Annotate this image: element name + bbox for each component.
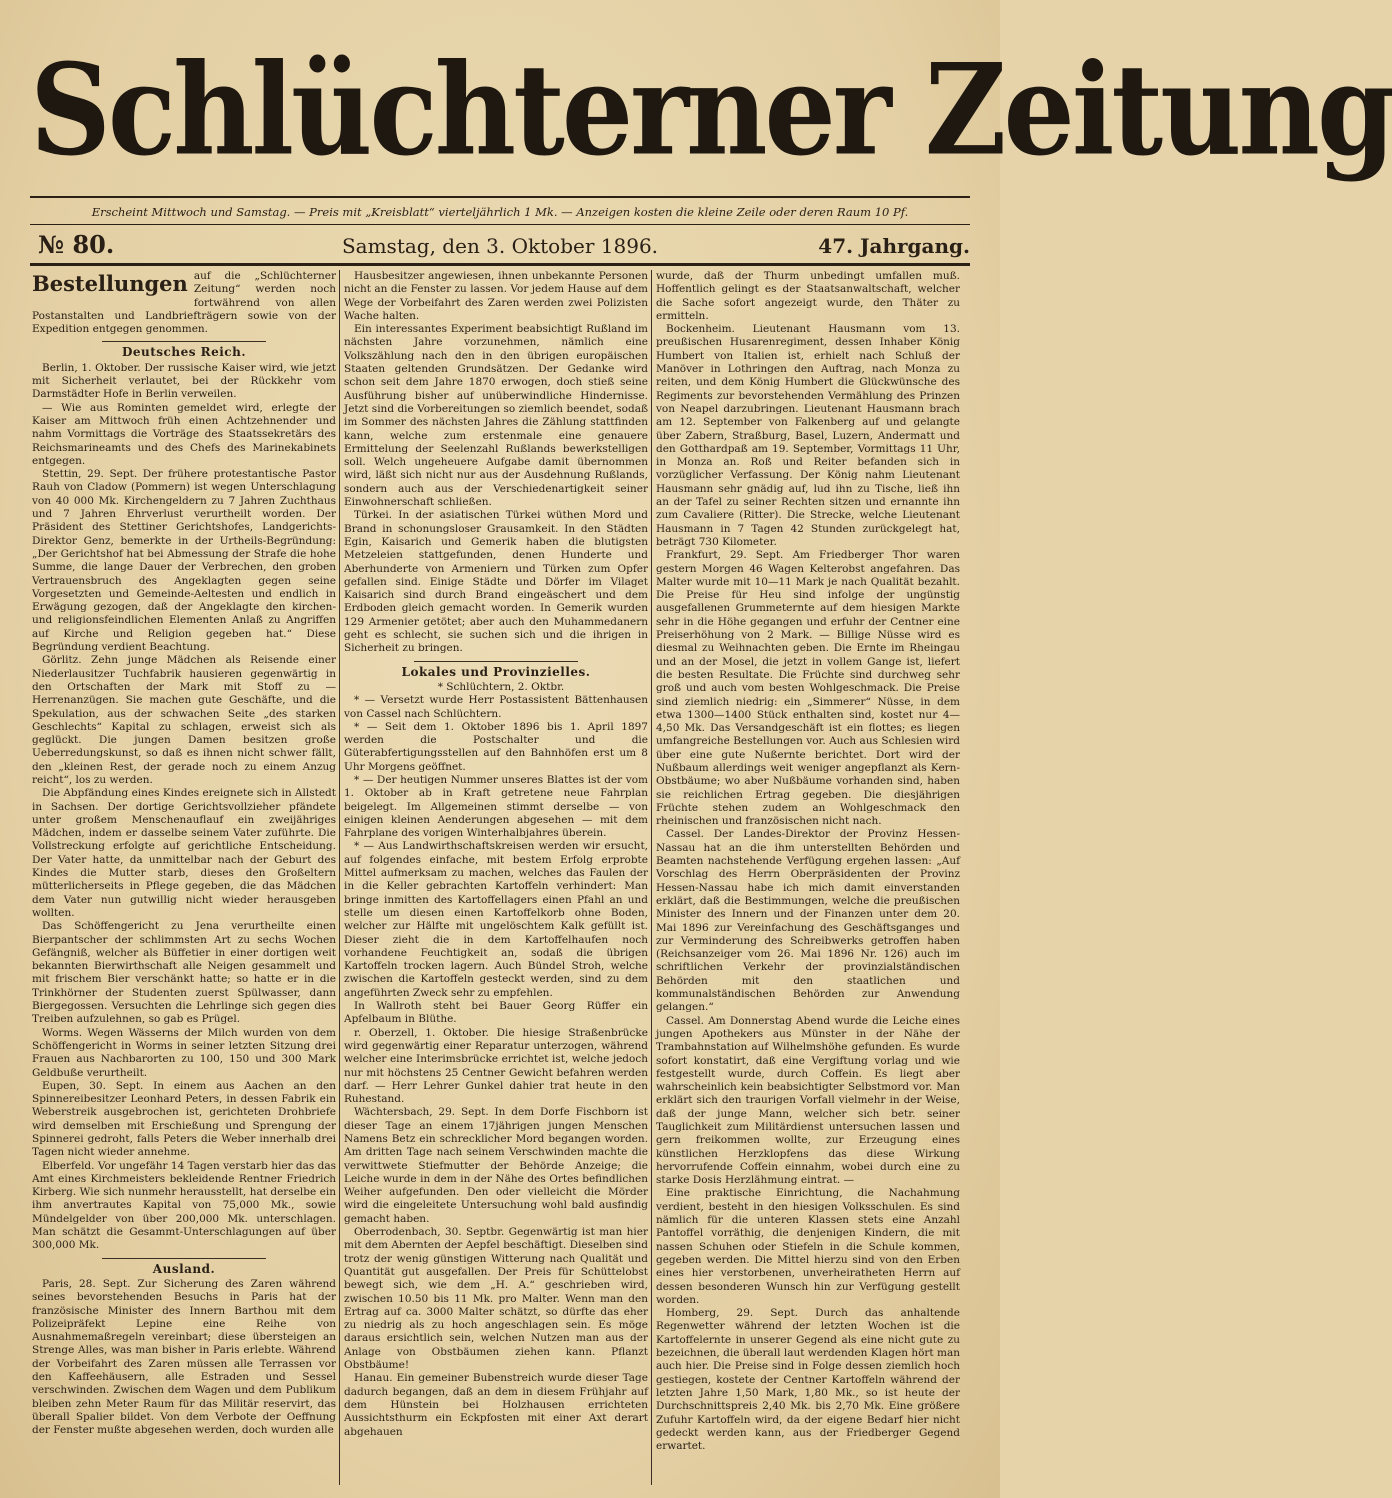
masthead-subtitle: Erscheint Mittwoch und Samstag. — Preis mit „Kreisblatt“ vierteljährlich 1 Mk. — Anzeigen kosten die kleine Zeile oder deren Raum 10 Pf. — [91, 205, 909, 219]
article-paragraph: Eine praktische Einrichtung, die Nachahmung verdient, besteht in den hiesigen Volksschulen. Es sind nämlich für die unteren Klassen stets eine Anzahl Pantoffel vorräthig, die denjenigen Kindern, die mit nassen Schuhen oder Stiefeln in die Schule kommen, gegeben werden. Die Mittel hierzu sind von den Erben eines hier verstorbenen, unverheiratheten Herrn auf dessen besonderen Wunsch hin zur Verfügung gestellt worden. — [656, 1187, 960, 1306]
article-paragraph: Ein interessantes Experiment beabsichtigt Rußland im nächsten Jahre vorzunehmen, nämlich eine Volkszählung nach den in den übrigen europäischen Staaten geltenden Grundsätzen. Der Gedanke wird schon seit dem Jahre 1870 erwogen, doch stieß seine Ausführung bisher auf unüberwindliche Hindernisse. Jetzt sind die Vorbereitungen so ziemlich beendet, sodaß im Sommer des nächsten Jahres die Zählung stattfinden kann, welche zum erstenmale eine genauere Ermittelung der Seelenzahl Rußlands bewerkstelligen soll. Welch ungeheuere Aufgabe damit übernommen wird, läßt sich nicht nur aus der Ausdehnung Rußlands, sondern auch aus der Verschiedenartigkeit seiner Einwohnerschaft schließen. — [344, 323, 648, 509]
article-paragraph: Oberrodenbach, 30. Septbr. Gegenwärtig ist man hier mit dem Abernten der Aepfel beschäftigt. Dieselben sind trotz der wenig günstigen Witterung nach Qualität und Quantität gut ausgefallen. Der Preis für Schüttelobst bewegt sich, wie dem „H. A.“ geschrieben wird, zwischen 10.50 bis 11 Mk. pro Malter. Wenn man den Ertrag auf ca. 3000 Malter schätzt, so dürfte das eher zu niedrig als zu hoch angeschlagen sein. Es möge daraus ersichtlich sein, welchen Nutzen man aus der Anlage von Obstbäumen ziehen kann. Pflanzt Obstbäume! — [344, 1226, 648, 1372]
article-paragraph: Hanau. Ein gemeiner Bubenstreich wurde dieser Tage dadurch begangen, daß an dem in diesem Frühjahr auf dem Hünstein bei Holzhausen errichteten Aussichtsthurm ein Eckpfosten mit einer Axt derart abgehauen — [344, 1372, 648, 1438]
article-paragraph: — Wie aus Rominten gemeldet wird, erlegte der Kaiser am Mittwoch früh einen Achtzehnender und nahm Vormittags die Vorträge des Staatssekretärs des Reichsmarineamts und des Chefs des Marinekabinets entgegen. — [32, 401, 336, 467]
article-paragraph: Homberg, 29. Sept. Durch das anhaltende Regenwetter während der letzten Wochen ist die Kartoffelernte in unserer Gegend als eine nicht gute zu bezeichnen, die überall laut werdenden Klagen hört man auch hier. Die Preise sind in Folge dessen ziemlich hoch gestiegen, kostete der Centner Kartoffeln während der letzten Jahre 1,50 Mark, 1,80 Mk., so ist heute der Durchschnittspreis 2,40 Mk. bis 2,70 Mk. Eine größere Zufuhr Kartoffeln wird, da der eigene Bedarf hier nicht gedeckt werden kann, aus der Friedberger Gegend erwartet. — [656, 1307, 960, 1453]
article-paragraph: * — Aus Landwirthschaftskreisen werden wir ersucht, auf folgendes einfache, mit bestem Erfolg erprobte Mittel aufmerksam zu machen, welches das Faulen der in die Keller gebrachten Kartoffeln verhindert: Man bringe inmitten des Kartoffellagers einen Pfahl an und stelle um diesen einen Kartoffelkorb ohne Boden, welcher zur Hälfte mit ungelöschtem Kalk gefüllt ist. Dieser zieht die in dem Kartoffelhaufen noch vorhandene Feuchtigkeit an, sodaß die übrigen Kartoffeln trocken lagern. Auch Bündel Stroh, welche zwischen die Kartoffeln gesteckt werden, sind zu dem angeführten Zweck sehr zu empfehlen. — [344, 840, 648, 999]
issue-number: № 80. — [38, 230, 115, 259]
column-separator — [339, 270, 340, 1485]
article-paragraph: Die Abpfändung eines Kindes ereignete sich in Allstedt in Sachsen. Der dortige Gerichtsvollzieher pfändete unter großem Menschenauflauf ein zweijähriges Mädchen, indem er dasselbe seinem Vater zuführte. Die Vollstreckung erfolgte auf gerichtliche Entscheidung. Der Vater hatte, da unmittelbar nach der Geburt des Kindes die Mutter starb, dieses den Großeltern mütterlicherseits in Pflege gegeben, die das Mädchen dem Vater nun gutwillig nicht wieder herausgeben wollten. — [32, 787, 336, 919]
article-paragraph: Eupen, 30. Sept. In einem aus Aachen an den Spinnereibesitzer Leonhard Peters, in dessen Fabrik ein Weberstreik ausgebrochen ist, gerichteten Drohbriefe wird demselben mit Erschießung und Sprengung der Spinnerei gedroht, falls Peters die Weber innerhalb drei Tagen nicht wieder annehme. — [32, 1079, 336, 1159]
issue-dateline — [30, 230, 970, 262]
column-1 — [32, 270, 336, 1488]
section-heading-lokales: Lokales und Provinzielles. — [401, 664, 591, 679]
article-paragraph: Elberfeld. Vor ungefähr 14 Tagen verstarb hier das das Amt eines Kirchmeisters bekleidende Rentner Friedrich Kirberg. Wie sich nunmehr herausstellt, hat derselbe ein ihm anvertrautes Kapital von 75,000 Mk., sowie Mündelgelder von über 200,000 Mk. unterschlagen. Man schätzt die Gesammt-Unterschlagungen auf über 300,000 Mk. — [32, 1159, 336, 1252]
article-paragraph: Hausbesitzer angewiesen, ihnen unbekannte Personen nicht an die Fenster zu lassen. Vor jedem Hause auf dem Wege der Vorbeifahrt des Zaren werden zwei Polizisten Wache halten. — [344, 270, 648, 322]
article-paragraph: r. Oberzell, 1. Oktober. Die hiesige Straßenbrücke wird gegenwärtig einer Reparatur unterzogen, während welcher eine Interimsbrücke errichtet ist, welche jedoch nur mit höchstens 25 Centner Gewicht befahren werden darf. — Herr Lehrer Gunkel dahier trat heute in den Ruhestand. — [344, 1026, 648, 1106]
article-paragraph: * Schlüchtern, 2. Oktbr. — [437, 680, 565, 693]
article-paragraph: Stettin, 29. Sept. Der frühere protestantische Pastor Rauh von Cladow (Pommern) ist wegen Unterschlagung von 40 000 Mk. Kirchengeldern zu 7 Jahren Zuchthaus und 7 Jahren Ehrverlust verurtheilt worden. Der Präsident des Stettiner Gerichtshofes, Landgerichts-Direktor Genz, bemerkte in der Urtheils-Begründung: „Der Gerichtshof hat bei Abmessung der Strafe die hohe Summe, die lange Dauer der Verbrechen, den groben Vertrauensbruch des Angeklagten gegen seine Vorgesetzten und Gemeinde-Aeltesten und endlich in Erwägung gezogen, daß der Angeklagte den kirchen- und religionsfeindlichen Elementen Anlaß zu Angriffen auf Kirche und Religion gegeben hat.“ Diese Begründung verdient Beachtung. — [32, 468, 336, 654]
masthead-title: Schlüchterner Zeitung — [30, 37, 1392, 184]
section-heading-reich: Deutsches Reich. — [121, 345, 247, 360]
masthead-rule-middle — [30, 224, 970, 225]
section-rule — [102, 341, 266, 342]
article-paragraph: Frankfurt, 29. Sept. Am Friedberger Thor waren gestern Morgen 46 Wagen Kelterobst angefahren. Das Malter wurde mit 10—11 Mark je nach Qualität bezahlt. Die Preise für Heu sind infolge der ungünstig ausgefallenen Grummeternte auf dem hiesigen Markte sehr in die Höhe gegangen und erfuhr der Centner eine Preiserhöhung von 2 Mark. — Billige Nüsse wird es diesmal zu Weihnachten geben. Die Ernte im Rheingau und an der Mosel, die jetzt in vollem Gange ist, liefert die besten Resultate. Die Früchte sind durchweg sehr groß und auch vom besten Wohlgeschmack. Die Preise sind ziemlich niedrig: ein „Simmerer“ Nüsse, in dem etwa 1300—1400 Stück enthalten sind, kostet nur 4—4,50 Mk. Das Versandgeschäft ist ein flottes; es liegen umfangreiche Bestellungen vor. Auch aus Schlesien wird über eine gute Nußernte berichtet. Dort wird der Nußbaum allerdings weit weniger angepflanzt als Kern-Obstbäume; wo aber Nußbäume vorhanden sind, haben sie reichlichen Ertrag gegeben. Die diesjährigen Früchte stehen zudem an Wohlgeschmack den rheinischen und französischen nicht nach. — [656, 549, 960, 828]
issue-year: 47. Jahrgang. — [818, 234, 970, 258]
article-paragraph: Cassel. Der Landes-Direktor der Provinz Hessen-Nassau hat an die ihm unterstellten Behörden und Beamten nachstehende Verfügung ergehen lassen: „Auf Vorschlag des Herrn Oberpräsidenten der Provinz Hessen-Nassau habe ich mich damit einverstanden erklärt, daß die Bestimmungen, welche die preußischen Minister des Innern und der Finanzen unter dem 20. Mai 1896 zur Vereinfachung des Geschäftsganges und zur Verminderung des Schreibwerks getroffen haben (Reichsanzeiger vom 26. Mai 1896 Nr. 126) auch im schriftlichen Verkehr der provinzialständischen Behörden mit den staatlichen und kommunalständischen Behörden zur Anwendung gelangen.“ — [656, 828, 960, 1014]
section-heading-ausland: Ausland. — [152, 1261, 216, 1276]
column-3 — [656, 270, 960, 1488]
article-paragraph: In Wallroth steht bei Bauer Georg Rüffer ein Apfelbaum in Blüthe. — [344, 1000, 648, 1026]
column-separator — [651, 270, 652, 1485]
article-paragraph: wurde, daß der Thurm unbedingt umfallen muß. Hoffentlich gelingt es der Staatsanwaltschaft, welcher die Sache sofort angezeigt wurde, den Thäter zu ermitteln. — [656, 270, 960, 322]
column-2 — [344, 270, 648, 1488]
masthead-rule-top — [30, 196, 970, 198]
article-paragraph: * — Seit dem 1. Oktober 1896 bis 1. April 1897 werden die Postschalter und die Güterabfertigungsstellen auf den Bahnhöfen erst um 8 Uhr Morgens geöffnet. — [344, 720, 648, 773]
article-paragraph: Wächtersbach, 29. Sept. In dem Dorfe Fischborn ist dieser Tage an einem 17jährigen jungen Menschen Namens Betz ein schrecklicher Mord begangen worden. Am dritten Tage nach seinem Verschwinden machte die verwittwete Stiefmutter der Behörde Anzeige; die Leiche wurde in dem in der Nähe des Ortes befindlichen Weiher aufgefunden. Den oder vielleicht die Mörder wird die eingeleitete Untersuchung wohl bald ausfindig gemacht haben. — [344, 1106, 648, 1225]
article-paragraph: * — Der heutigen Nummer unseres Blattes ist der vom 1. Oktober ab in Kraft getretene neue Fahrplan beigelegt. Im Allgemeinen stimmt derselbe — von einigen kleinen Aenderungen abgesehen — mit dem Fahrplane des vorigen Winterhalbjahres überein. — [344, 773, 648, 840]
article-paragraph: Görlitz. Zehn junge Mädchen als Reisende einer Niederlausitzer Tuchfabrik hausieren gegenwärtig in den Ortschaften der Mark mit Stoff zu — Herrenanzügen. Sie machen gute Geschäfte, und die Spekulation, aus der schwachen Seite „des starken Geschlechts“ Kapital zu schlagen, erweist sich als geglückt. Die jungen Damen besitzen große Ueberredungskunst, so daß es ihnen nicht schwer fällt, den „kleinen Rest, der gerade noch zu einem Anzug reicht“, los zu werden. — [32, 654, 336, 786]
article-paragraph: Berlin, 1. Oktober. Der russische Kaiser wird, wie jetzt mit Sicherheit verlautet, bei der Rückkehr vom Darmstädter Hofe in Berlin verweilen. — [32, 361, 336, 401]
article-paragraph: Worms. Wegen Wässerns der Milch wurden von dem Schöffengericht in Worms in seiner letzten Sitzung drei Frauen aus Nachbarorten zu 100, 150 und 300 Mark Geldbuße verurtheilt. — [32, 1026, 336, 1079]
article-paragraph: Das Schöffengericht zu Jena verurtheilte einen Bierpantscher der schlimmsten Art zu sechs Wochen Gefängniß, welcher als Büffetier in einer dortigen weit bekannten Bierwirthschaft alle Neigen gesammelt und mit frischem Bier verschänkt hatte; so hatte er in die Trinkhörner der Studenten zuerst Spülwasser, dann Biergegossen. Versuchten die Lehrlinge sich gegen dies Treiben aufzulehnen, so gab es Prügel. — [32, 920, 336, 1026]
dateline-rule — [30, 263, 970, 266]
article-paragraph: * — Versetzt wurde Herr Postassistent Bättenhausen von Cassel nach Schlüchtern. — [344, 694, 648, 720]
section-rule — [414, 661, 578, 662]
article-paragraph: Türkei. In der asiatischen Türkei wüthen Mord und Brand in schonungsloser Grausamkeit. In den Städten Egin, Kaisarich und Gemerik haben die blutigsten Metzeleien stattgefunden, denen Hunderte und Aberhunderte von Armeniern und Türken zum Opfer gefallen sind. Einige Städte und Dörfer im Vilaget Kaisarich sind durch Brand eingeäschert und dem Erdboden gleich gemacht worden. In Gemerik wurden 129 Armenier getötet; aber auch den Muhammedanern geht es schlecht, sie suchen sich und die ihrigen in Sicherheit zu bringen. — [344, 509, 648, 655]
section-rule — [102, 1258, 266, 1259]
subscription-notice — [32, 270, 336, 336]
article-paragraph: Paris, 28. Sept. Zur Sicherung des Zaren während seines bevorstehenden Besuchs in Paris hat der französische Minister des Innern Barthou mit dem Polizeipräfekt Lepine eine Reihe von Ausnahmemaßregeln vereinbart; diese übersteigen an Strenge Alles, was man bisher in Paris erlebte. Während der Vorbeifahrt des Zaren müssen alle Terrassen vor den Kaffeehäusern, alle Estraden und Sessel verschwinden. Zwischen dem Wagen und dem Publikum bleiben zehn Meter Raum für das Militär reservirt, das überall Spalier bildet. Von dem Verbote der Oeffnung der Fenster mußte abgesehen werden, doch wurden alle — [32, 1277, 336, 1437]
issue-date: Samstag, den 3. Oktober 1896. — [341, 234, 659, 258]
article-paragraph: Bockenheim. Lieutenant Hausmann vom 13. preußischen Husarenregiment, dessen Inhaber König Humbert von Italien ist, erhielt nach Schluß der Manöver in Lothringen den Auftrag, nach Monza zu reiten, und dem König Humbert die Glückwünsche des Regiments zur bevorstehenden Vermählung des Prinzen von Neapel darzubringen. Lieutenant Hausmann brach am 12. September von Falkenberg auf und gelangte über Zabern, Straßburg, Basel, Luzern, Andermatt und den Gotthardpaß am 19. September, Vormittags 11 Uhr, in Monza an. Roß und Reiter befanden sich in vorzüglicher Verfassung. Der König nahm Lieutenant Hausmann sehr gnädig auf, lud ihn zu Tische, ließ ihn an der Tafel zu seiner Rechten sitzen und ernannte ihn zum Cavaliere (Ritter). Die Strecke, welche Lieutenant Hausmann in 7 Tagen 42 Stunden zurückgelegt hat, beträgt 730 Kilometer. — [656, 323, 960, 548]
subscription-text: auf die „Schlüchterner Zeitung“ werden noch fortwährend von allen Postanstalten und Landbriefträgern sowie von der Expedition entgegen genommen. — [32, 270, 336, 336]
subscription-heading: Bestellungen — [32, 271, 188, 296]
article-paragraph: Cassel. Am Donnerstag Abend wurde die Leiche eines jungen Apothekers aus Münster in der Nähe der Trambahnstation auf Wilhelmshöhe gefunden. Es wurde sofort konstatirt, daß eine Vergiftung vorlag und wie festgestellt wurde, durch Coffein. Es liegt aber wahrscheinlich kein beabsichtigter Selbstmord vor. Man erklärt sich den traurigen Vorfall vielmehr in der Weise, daß der junge Mann, welcher sich betr. seiner Tauglichkeit zum Militärdienst untersuchen lassen und gern freikommen wollte, zur Erzeugung eines künstlichen Herzklopfens das diese Wirkung hervorrufende Coffein einnahm, wobei durch eine zu starke Dosis Herzlähmung eintrat. — — [656, 1014, 960, 1187]
